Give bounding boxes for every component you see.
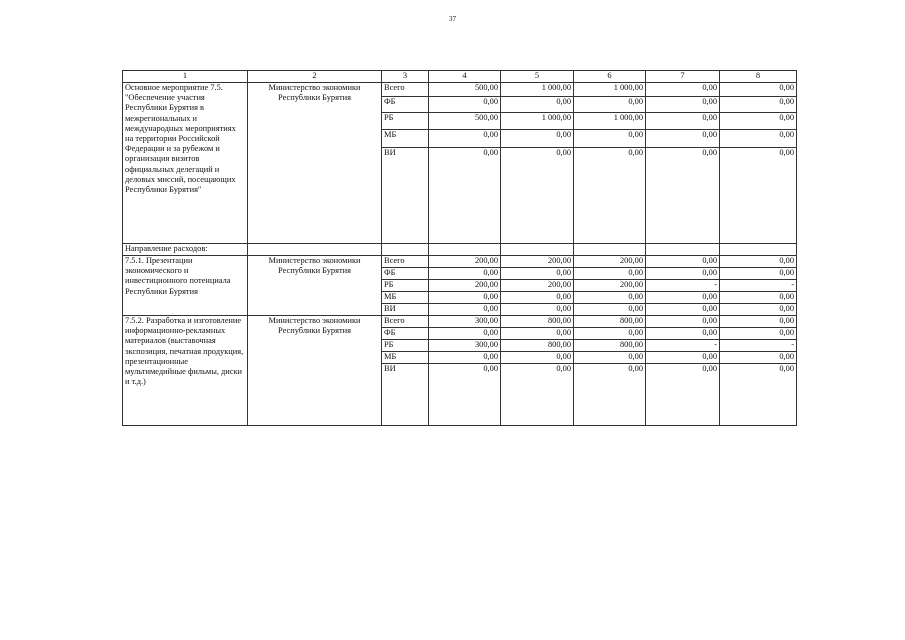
- value-cell: 0,00: [501, 364, 574, 426]
- value-cell: -: [720, 280, 797, 292]
- value-cell: -: [646, 280, 720, 292]
- value-cell: 0,00: [429, 292, 501, 304]
- source-label: МБ: [382, 292, 429, 304]
- value-cell: 500,00: [429, 113, 501, 130]
- value-cell: 1 000,00: [501, 113, 574, 130]
- header-cell: 4: [429, 71, 501, 83]
- source-label: МБ: [382, 352, 429, 364]
- value-cell: 0,00: [720, 130, 797, 148]
- value-cell: 0,00: [720, 316, 797, 328]
- empty-cell: [382, 244, 429, 256]
- header-cell: 3: [382, 71, 429, 83]
- header-cell: 6: [574, 71, 646, 83]
- source-label: РБ: [382, 280, 429, 292]
- header-cell: 8: [720, 71, 797, 83]
- value-cell: 0,00: [646, 292, 720, 304]
- empty-cell: [646, 244, 720, 256]
- value-cell: 1 000,00: [574, 83, 646, 97]
- value-cell: 0,00: [429, 130, 501, 148]
- source-label: Всего: [382, 316, 429, 328]
- value-cell: 0,00: [429, 304, 501, 316]
- value-cell: 200,00: [574, 256, 646, 268]
- event-executor: Министерство экономики Республики Бурятия: [248, 83, 382, 244]
- source-label: ВИ: [382, 148, 429, 244]
- value-cell: 0,00: [720, 304, 797, 316]
- source-label: ФБ: [382, 328, 429, 340]
- subevent-executor: Министерство экономики Республики Бурятия: [248, 256, 382, 316]
- value-cell: 0,00: [574, 268, 646, 280]
- value-cell: -: [646, 340, 720, 352]
- value-cell: 0,00: [720, 97, 797, 113]
- value-cell: 0,00: [501, 97, 574, 113]
- value-cell: 0,00: [574, 292, 646, 304]
- value-cell: 0,00: [720, 292, 797, 304]
- empty-cell: [429, 244, 501, 256]
- value-cell: 0,00: [429, 328, 501, 340]
- direction-row: [123, 244, 797, 256]
- value-cell: 0,00: [429, 364, 501, 426]
- value-cell: 200,00: [429, 280, 501, 292]
- value-cell: 0,00: [501, 268, 574, 280]
- value-cell: 0,00: [720, 148, 797, 244]
- value-cell: 0,00: [574, 97, 646, 113]
- value-cell: 0,00: [646, 268, 720, 280]
- value-cell: 800,00: [501, 316, 574, 328]
- table-row: [123, 83, 797, 97]
- value-cell: 300,00: [429, 316, 501, 328]
- value-cell: 800,00: [574, 316, 646, 328]
- header-cell: 2: [248, 71, 382, 83]
- source-label: Всего: [382, 256, 429, 268]
- value-cell: 0,00: [574, 364, 646, 426]
- direction-label: Направление расходов:: [123, 244, 248, 256]
- value-cell: 0,00: [429, 268, 501, 280]
- value-cell: 800,00: [501, 340, 574, 352]
- value-cell: 200,00: [429, 256, 501, 268]
- value-cell: 0,00: [501, 304, 574, 316]
- budget-table: [122, 70, 797, 426]
- value-cell: 0,00: [720, 364, 797, 426]
- value-cell: 0,00: [646, 83, 720, 97]
- value-cell: 200,00: [574, 280, 646, 292]
- value-cell: 0,00: [574, 130, 646, 148]
- value-cell: 0,00: [574, 304, 646, 316]
- empty-cell: [501, 244, 574, 256]
- empty-cell: [720, 244, 797, 256]
- value-cell: 1 000,00: [501, 83, 574, 97]
- header-row: [123, 71, 797, 83]
- value-cell: 200,00: [501, 256, 574, 268]
- value-cell: 0,00: [646, 364, 720, 426]
- value-cell: -: [720, 340, 797, 352]
- table-row: [123, 256, 797, 268]
- value-cell: 0,00: [646, 113, 720, 130]
- value-cell: 300,00: [429, 340, 501, 352]
- value-cell: 0,00: [646, 256, 720, 268]
- source-label: ВИ: [382, 304, 429, 316]
- value-cell: 0,00: [501, 352, 574, 364]
- value-cell: 0,00: [646, 130, 720, 148]
- source-label: МБ: [382, 130, 429, 148]
- value-cell: 1 000,00: [574, 113, 646, 130]
- value-cell: 0,00: [429, 97, 501, 113]
- empty-cell: [574, 244, 646, 256]
- value-cell: 500,00: [429, 83, 501, 97]
- value-cell: 0,00: [574, 148, 646, 244]
- event-name: Основное мероприятие 7.5. "Обеспечение участия Республики Бурятия в межрегиональных и международных мероприятиях на территории Российской Федерации и за рубежом и организация визитов официальных делегаций и деловых миссий, посещающих Республики Бурятия": [123, 83, 248, 244]
- value-cell: 0,00: [720, 256, 797, 268]
- header-cell: 5: [501, 71, 574, 83]
- value-cell: 0,00: [646, 316, 720, 328]
- header-cell: 1: [123, 71, 248, 83]
- value-cell: 0,00: [646, 148, 720, 244]
- empty-cell: [248, 244, 382, 256]
- value-cell: 0,00: [720, 83, 797, 97]
- value-cell: 0,00: [501, 328, 574, 340]
- subevent-executor: Министерство экономики Республики Бурятия: [248, 316, 382, 426]
- value-cell: 0,00: [646, 304, 720, 316]
- value-cell: 200,00: [501, 280, 574, 292]
- value-cell: 0,00: [720, 268, 797, 280]
- value-cell: 0,00: [574, 328, 646, 340]
- source-label: РБ: [382, 113, 429, 130]
- value-cell: 0,00: [501, 292, 574, 304]
- value-cell: 0,00: [429, 352, 501, 364]
- subevent-name: 7.5.1. Презентации экономического и инвестиционного потенциала Республики Бурятия: [123, 256, 248, 316]
- value-cell: 0,00: [646, 328, 720, 340]
- value-cell: 0,00: [429, 148, 501, 244]
- header-cell: 7: [646, 71, 720, 83]
- source-label: ВИ: [382, 364, 429, 426]
- value-cell: 0,00: [501, 130, 574, 148]
- value-cell: 0,00: [720, 113, 797, 130]
- value-cell: 0,00: [574, 352, 646, 364]
- value-cell: 0,00: [646, 97, 720, 113]
- page-number: 37: [449, 15, 456, 23]
- value-cell: 800,00: [574, 340, 646, 352]
- value-cell: 0,00: [720, 352, 797, 364]
- value-cell: 0,00: [501, 148, 574, 244]
- table-row: [123, 316, 797, 328]
- subevent-name: 7.5.2. Разработка и изготовление информационно-рекламных материалов (выставочная экспозиция, печатная продукция, презентационные мультимедийные фильмы, диски и т.д.): [123, 316, 248, 426]
- value-cell: 0,00: [720, 328, 797, 340]
- value-cell: 0,00: [646, 352, 720, 364]
- source-label: ФБ: [382, 97, 429, 113]
- source-label: ФБ: [382, 268, 429, 280]
- source-label: РБ: [382, 340, 429, 352]
- source-label: Всего: [382, 83, 429, 97]
